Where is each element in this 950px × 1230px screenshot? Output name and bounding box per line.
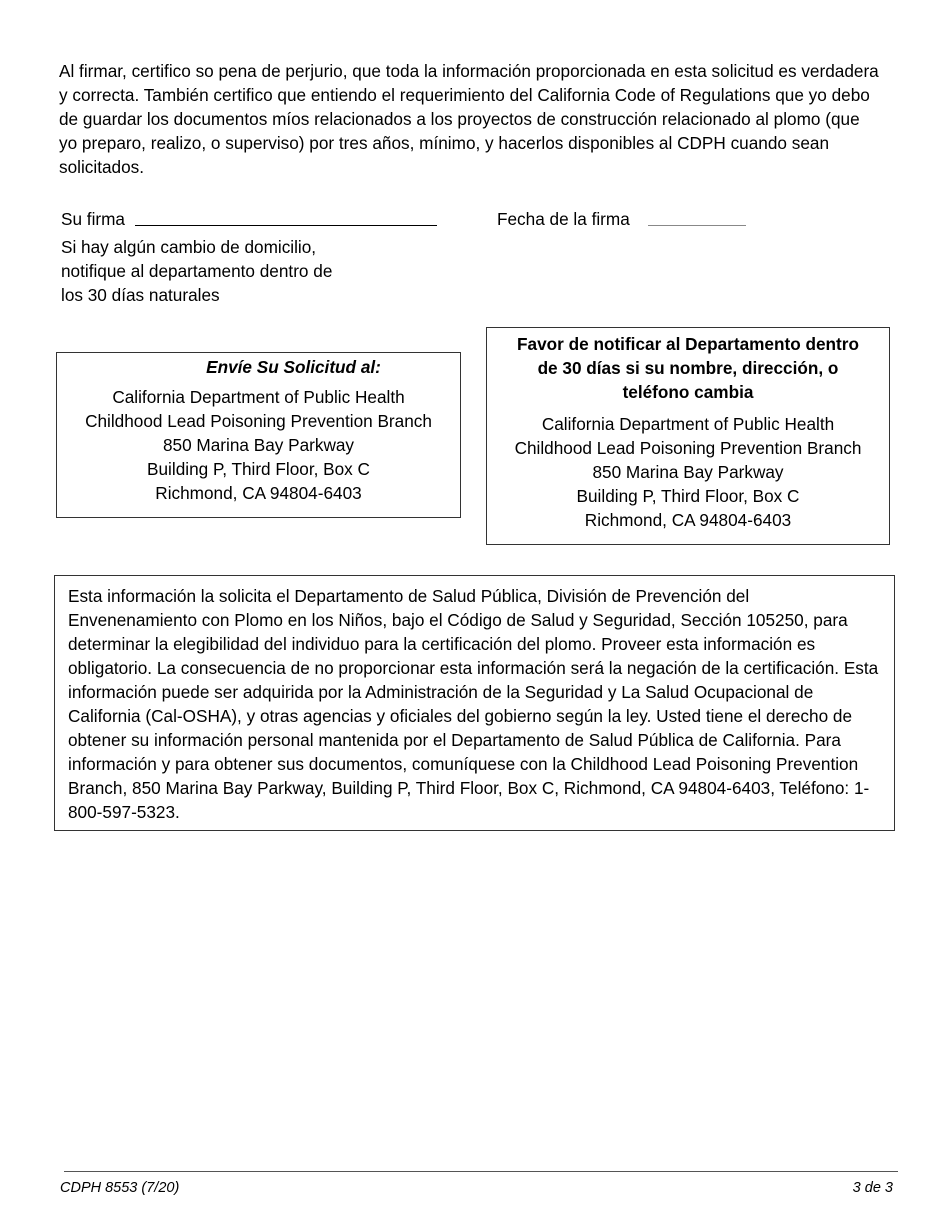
address-line: Childhood Lead Poisoning Prevention Branch [85, 411, 432, 431]
notify-box-address [487, 412, 889, 532]
address-line: Childhood Lead Poisoning Prevention Branch [514, 438, 862, 458]
notify-heading-line: de 30 días si su nombre, dirección, o [537, 358, 839, 378]
certification-statement: Al firmar, certifico so pena de perjurio, que toda la información proporcionada en esta solicitud es verdadera y correcta. También certifico que entiendo el requerimiento del California Code of Regulations que yo debo de guardar los documentos míos relacionados a los proyectos de construcción relacionado al plomo (que yo preparo, realizo, o superviso) por tres años, mínimo, y hacerlos disponibles al CDPH cuando sean solicitados. [59, 61, 879, 177]
notify-heading-line: teléfono cambia [622, 382, 754, 402]
privacy-notice: Esta información la solicita el Departamento de Salud Pública, División de Prevención del Envenenamiento con Plomo en los Niños, bajo el Código de Salud y Seguridad, Sección 105250, para determinar la elegibilidad del individuo para la certificación del plomo. Proveer esta información es obligatorio. La consecuencia de no proporcionar esta información será la negación de la certificación. Esta información puede ser adquirida por la Administración de la Seguridad y La Salud Ocupacional de California (Cal-OSHA), y otras agencias y oficiales del gobierno según la ley. Usted tiene el derecho de obtener su información personal mantenida por el Departamento de Salud Pública de California. Para información y para obtener sus documentos, comuníquese con la Childhood Lead Poisoning Prevention Branch, 850 Marina Bay Parkway, Building P, Third Floor, Box C, Richmond, CA 94804-6403, Teléfono: 1-800-597-5323. [54, 575, 895, 831]
signature-label: Su firma [61, 209, 125, 229]
address-line: Building P, Third Floor, Box C [147, 459, 370, 479]
footer-divider [64, 1171, 898, 1172]
signature-date-field[interactable] [648, 225, 746, 226]
address-change-note-line: notifique al departamento dentro de [61, 261, 333, 281]
notify-box-heading [487, 332, 889, 404]
address-change-note [61, 235, 381, 307]
form-id: CDPH 8553 (7/20) [60, 1180, 180, 1196]
address-line: California Department of Public Health [541, 414, 835, 434]
send-application-box [56, 352, 461, 518]
page-number: 3 de 3 [852, 1180, 893, 1196]
address-line: California Department of Public Health [112, 387, 405, 407]
signature-field[interactable] [135, 225, 437, 226]
notify-heading-line: Favor de notificar al Departamento dentro [517, 334, 859, 354]
address-change-note-line: los 30 días naturales [61, 285, 220, 305]
address-line: Richmond, CA 94804-6403 [155, 483, 362, 503]
address-line: 850 Marina Bay Parkway [162, 435, 355, 455]
signature-date-label: Fecha de la firma [497, 209, 630, 229]
address-line: 850 Marina Bay Parkway [592, 462, 784, 482]
address-line: Richmond, CA 94804-6403 [584, 510, 792, 530]
address-line: Building P, Third Floor, Box C [576, 486, 800, 506]
notify-department-box [486, 327, 890, 545]
send-box-address [57, 385, 460, 505]
send-box-heading: Envíe Su Solicitud al: [206, 357, 381, 377]
address-change-note-line: Si hay algún cambio de domicilio, [61, 237, 317, 257]
